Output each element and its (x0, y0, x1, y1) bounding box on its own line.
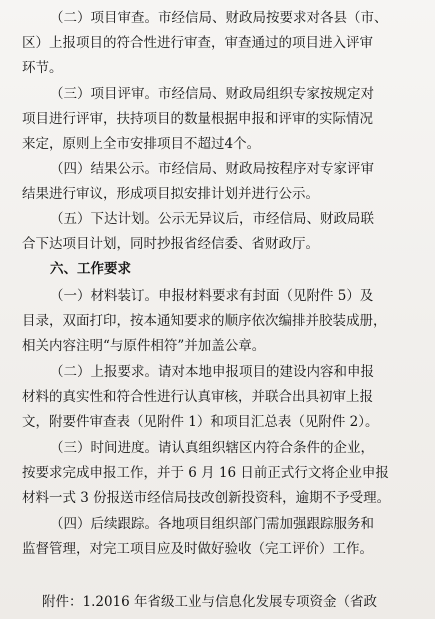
paragraph-line: （一）材料装订。申报材料要求有封面（见附件 5）及 (50, 288, 374, 304)
paragraph-line: （五）下达计划。公示无异议后，市经信局、财政局联 (50, 211, 374, 227)
paragraph-line: 合下达项目计划，同时抄报省经信委、省财政厅。 (22, 236, 319, 252)
paragraph-line: （二）上报要求。请对本地申报项目的建设内容和申报 (50, 364, 374, 380)
followup-paragraph (22, 512, 414, 562)
paragraph-line: （四）结果公示。市经信局、财政局按程序对专家评审 (50, 161, 374, 177)
paragraph-line: 项目进行评审，扶持项目的数量根据申报和评审的实际情况 (22, 111, 373, 127)
paragraph-line: 目录，双面打印，按本通知要求的顺序依次编排并胶装成册， (22, 313, 387, 329)
paragraph-line: （二）项目审查。市经信局、财政局按要求对各县（市、 (50, 10, 388, 26)
paragraph-line: （四）后续跟踪。各地项目组织部门需加强跟踪服务和 (50, 516, 374, 532)
paragraph-line: （三）时间进度。请认真组织辖区内符合条件的企业， (50, 440, 374, 456)
paragraph-line: 材料的真实性和符合性进行认真审核，并联合出具初审上报 (22, 389, 373, 405)
paragraph-line: 文，附要件审查表（见附件 1）和项目汇总表（见附件 2）。 (22, 414, 379, 430)
paragraph-line: 按要求完成申报工作，并于 6 月 16 日前正式行文将企业申报 (22, 465, 389, 481)
work-requirements-section (22, 257, 414, 282)
evaluation-paragraph (22, 82, 414, 157)
submission-paragraph (22, 360, 414, 435)
paragraph-line: （三）项目评审。市经信局、财政局组织专家按规定对 (50, 86, 374, 102)
section-heading: 六、工作要求 (50, 261, 131, 277)
schedule-paragraph (22, 436, 414, 511)
paragraph-line: 区）上报项目的符合性进行审查，审查通过的项目进入评审 (22, 35, 373, 51)
paragraph-line: 监督管理，对完工项目应及时做好验收（完工评价）工作。 (22, 541, 373, 557)
paragraph-line: 来定，原则上全市安排项目不超过4个。 (22, 136, 261, 152)
paragraph-line: 相关内容注明“与原件相符”并加盖公章。 (22, 338, 266, 354)
paragraph-line: 结果进行审议，形成项目拟安排计划并进行公示。 (22, 186, 319, 202)
review-paragraph (22, 6, 414, 81)
paragraph-line: 环节。 (22, 60, 63, 76)
materials-paragraph (22, 284, 414, 359)
attachment-line: 附件：1.2016 年省级工业与信息化发展专项资金（省政 (42, 594, 378, 610)
publicity-paragraph (22, 157, 414, 207)
issuance-paragraph (22, 207, 414, 257)
paragraph-line: 材料一式 3 份报送市经信局技改创新投资科，逾期不予受理。 (22, 490, 391, 506)
